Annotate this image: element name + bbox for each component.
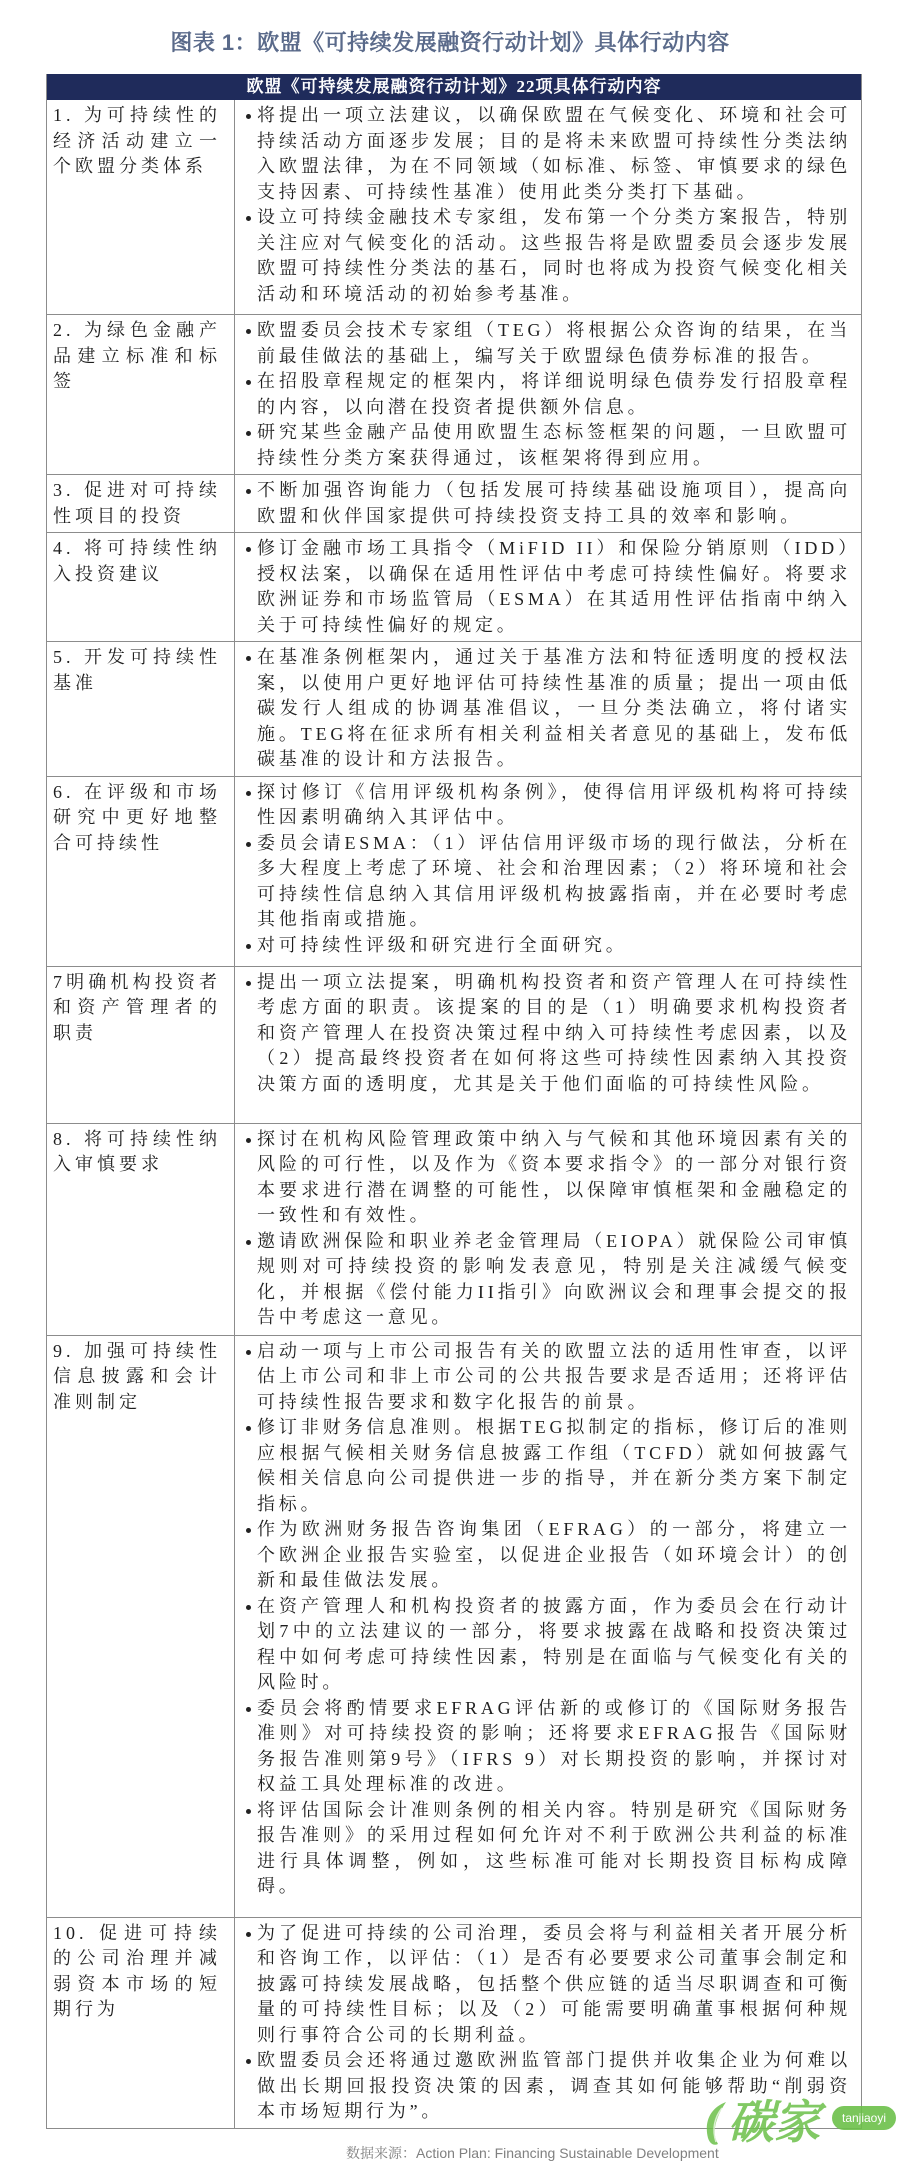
- action-item: [243, 1339, 851, 1416]
- action-table: [46, 74, 862, 2129]
- action-item: [243, 205, 851, 307]
- table-row: [47, 642, 861, 777]
- action-item-text: 不断加强咨询能力（包括发展可持续基础设施项目），提高向欧盟和伙伴国家提供可持续投资支持工具的效率和影响。: [257, 480, 851, 526]
- action-list: [235, 1124, 861, 1335]
- bullet-icon: [243, 970, 257, 1098]
- action-list: [235, 475, 861, 532]
- bullet-icon: [243, 205, 257, 307]
- table-header: 欧盟《可持续发展融资行动计划》22项具体行动内容: [47, 74, 861, 100]
- action-list: [235, 642, 861, 776]
- figure-title: 图表 1：欧盟《可持续发展融资行动计划》具体行动内容: [170, 30, 730, 55]
- action-item-text: 探讨修订《信用评级机构条例》，使得信用评级机构将可持续性因素明确纳入其评估中。: [257, 781, 851, 827]
- action-list: [235, 967, 861, 1123]
- action-item-text: 对可持续性评级和研究进行全面研究。: [257, 934, 628, 955]
- action-list: [235, 100, 861, 314]
- watermark-badge: tanjiaoyi: [832, 2106, 896, 2130]
- bullet-icon: [243, 645, 257, 773]
- action-item: [243, 478, 851, 529]
- action-item-text: 作为欧洲财务报告咨询集团（EFRAG）的一部分，将建立一个欧洲企业报告实验室，以促进企业报告（如环境会计）的创新和最佳做法发展。: [257, 1519, 851, 1590]
- action-area-label: 10. 促进可持续的公司治理并减弱资本市场的短期行为: [47, 1918, 235, 2128]
- bullet-icon: [243, 1415, 257, 1517]
- action-item-text: 探讨在机构风险管理政策中纳入与气候和其他环境因素有关的风险的可行性，以及作为《资本要求指令》的一部分对银行资本要求进行潜在调整的可能性，以保障审慎框架和金融稳定的一致性和有效性。: [257, 1128, 851, 1225]
- action-item-text: 修订金融市场工具指令（MiFID II）和保险分销原则（IDD）授权法案，以确保在适用性评估中考虑可持续性偏好。将要求欧洲证券和市场监管局（ESMA）在其适用性评估指南中纳入关于可持续性偏好的规定。: [257, 538, 851, 635]
- leaf-icon: [702, 2098, 730, 2148]
- action-item: [243, 780, 851, 831]
- action-area-label: 5. 开发可持续性基准: [47, 642, 235, 776]
- action-area-label: 4. 将可持续性纳入投资建议: [47, 533, 235, 641]
- table-row: [47, 1336, 861, 1918]
- bullet-icon: [243, 933, 257, 959]
- action-item-text: 将提出一项立法建议，以确保欧盟在气候变化、环境和社会可持续活动方面逐步发展；目的是将未来欧盟可持续性分类法纳入欧盟法律，为在不同领域（如标准、标签、审慎要求的绿色支持因素、可持续性基准）使用此类分类打下基础。: [257, 105, 851, 202]
- action-item-text: 欧盟委员会技术专家组（TEG）将根据公众咨询的结果，在当前最佳做法的基础上，编写关于欧盟绿色债券标准的报告。: [257, 320, 851, 366]
- action-area-label: 6. 在评级和市场研究中更好地整合可持续性: [47, 777, 235, 966]
- action-area-label: 3. 促进对可持续性项目的投资: [47, 475, 235, 532]
- action-item: [243, 1415, 851, 1517]
- watermark-logo: 碳家: [728, 2096, 820, 2148]
- action-area-label: 8. 将可持续性纳入审慎要求: [47, 1124, 235, 1335]
- table-row: [47, 1124, 861, 1336]
- action-item: [243, 1696, 851, 1798]
- action-item-text: 在资产管理人和机构投资者的披露方面，作为委员会在行动计划7中的立法建议的一部分，将要求披露在战略和投资决策过程中如何考虑可持续性因素，特别是在面临与气候变化有关的风险时。: [257, 1595, 851, 1692]
- bullet-icon: [243, 1696, 257, 1798]
- action-item-text: 设立可持续金融技术专家组，发布第一个分类方案报告，特别关注应对气候变化的活动。这些报告将是欧盟委员会逐步发展欧盟可持续性分类法的基石，同时也将成为投资气候变化相关活动和环境活动的初始参考基准。: [257, 207, 851, 304]
- action-item: [243, 536, 851, 638]
- table-row: [47, 533, 861, 642]
- action-item-text: 提出一项立法提案，明确机构投资者和资产管理人在可持续性考虑方面的职责。该提案的目的是（1）明确要求机构投资者和资产管理人在投资决策过程中纳入可持续性考虑因素，以及（2）提高最终投资者在如何将这些可持续性因素纳入其投资决策方面的透明度，尤其是关于他们面临的可持续性风险。: [257, 971, 851, 1094]
- action-list: [235, 533, 861, 641]
- bullet-icon: [243, 1127, 257, 1229]
- action-item-text: 在基准条例框架内，通过关于基准方法和特征透明度的授权法案，以使用户更好地评估可持续性基准的质量；提出一项由低碳发行人组成的协调基准倡议，一旦分类法确立，将付诸实施。TEG将在征求所有相关利益相关者意见的基础上，发布低碳基准的设计和方法报告。: [257, 647, 851, 769]
- action-item-text: 为了促进可持续的公司治理，委员会将与利益相关者开展分析和咨询工作，以评估：（1）是否有必要要求公司董事会制定和披露可持续发展战略，包括整个供应链的适当尽职调查和可衡量的可持续性目标；以及（2）可能需要明确董事根据何种规则行事符合公司的长期利益。: [257, 1922, 851, 2045]
- action-item-text: 启动一项与上市公司报告有关的欧盟立法的适用性审查，以评估上市公司和非上市公司的公共报告要求是否适用；还将评估可持续性报告要求和数字化报告的前景。: [257, 1340, 851, 1412]
- bullet-icon: [243, 1229, 257, 1331]
- bullet-icon: [243, 369, 257, 420]
- action-item: [243, 645, 851, 773]
- action-list: [235, 777, 861, 966]
- action-item-text: 修订非财务信息准则。根据TEG拟制定的指标，修订后的准则应根据气候相关财务信息披露工作组（TCFD）就如何披露气候相关信息向公司提供进一步的指导，并在新分类方案下制定指标。: [257, 1417, 851, 1514]
- action-item: [243, 831, 851, 933]
- bullet-icon: [243, 780, 257, 831]
- action-item: [243, 1594, 851, 1696]
- action-item: [243, 318, 851, 369]
- bullet-icon: [243, 318, 257, 369]
- action-list: [235, 315, 861, 474]
- bullet-icon: [243, 831, 257, 933]
- action-item: [243, 103, 851, 205]
- action-item-text: 研究某些金融产品使用欧盟生态标签框架的问题，一旦欧盟可持续性分类方案获得通过，该框架将得到应用。: [257, 422, 851, 468]
- action-item-text: 将评估国际会计准则条例的相关内容。特别是研究《国际财务报告准则》的采用过程如何允许对不利于欧洲公共利益的标准进行具体调整，例如，这些标准可能对长期投资目标构成障碍。: [257, 1799, 851, 1896]
- table-row: [47, 777, 861, 967]
- action-item: [243, 369, 851, 420]
- action-area-label: 1. 为可持续性的经济活动建立一个欧盟分类体系: [47, 100, 235, 314]
- action-area-label: 2. 为绿色金融产品建立标准和标签: [47, 315, 235, 474]
- action-area-label: 9. 加强可持续性信息披露和会计准则制定: [47, 1336, 235, 1917]
- action-list: [235, 1336, 861, 1917]
- table-row: [47, 100, 861, 315]
- action-item: [243, 1798, 851, 1900]
- action-item: [243, 1517, 851, 1594]
- bullet-icon: [243, 1921, 257, 2049]
- bullet-icon: [243, 1517, 257, 1594]
- action-item: [243, 420, 851, 471]
- bullet-icon: [243, 103, 257, 205]
- action-item: [243, 1127, 851, 1229]
- bullet-icon: [243, 1339, 257, 1416]
- action-item: [243, 1921, 851, 2049]
- action-item: [243, 1229, 851, 1331]
- action-area-label: 7明确机构投资者和资产管理者的职责: [47, 967, 235, 1123]
- bullet-icon: [243, 1594, 257, 1696]
- action-item: [243, 970, 851, 1098]
- data-source-note: 数据来源：Action Plan: Financing Sustainable Development: [346, 2145, 719, 2161]
- table-row: [47, 967, 861, 1124]
- action-item-text: 在招股章程规定的框架内，将详细说明绿色债券发行招股章程的内容，以向潜在投资者提供额外信息。: [257, 371, 851, 417]
- bullet-icon: [243, 478, 257, 529]
- bullet-icon: [243, 420, 257, 471]
- action-item-text: 欧盟委员会还将通过邀欧洲监管部门提供并收集企业为何难以做出长期回报投资决策的因素，调查其如何能够帮助“削弱资本市场短期行为”。: [257, 2050, 851, 2121]
- table-row: [47, 475, 861, 533]
- action-item-text: 邀请欧洲保险和职业养老金管理局（EIOPA）就保险公司审慎规则对可持续投资的影响发表意见，特别是关注减缓气候变化，并根据《偿付能力II指引》向欧洲议会和理事会提交的报告中考虑这一意见。: [257, 1230, 851, 1327]
- bullet-icon: [243, 2048, 257, 2125]
- table-row: [47, 315, 861, 475]
- bullet-icon: [243, 536, 257, 638]
- action-item: [243, 933, 851, 959]
- bullet-icon: [243, 1798, 257, 1900]
- action-item-text: 委员会将酌情要求EFRAG评估新的或修订的《国际财务报告准则》对可持续投资的影响；还将要求EFRAG报告《国际财务报告准则第9号》（IFRS 9）对长期投资的影响，并探讨对权益工具处理标准的改进。: [257, 1697, 851, 1794]
- action-item-text: 委员会请ESMA：（1）评估信用评级市场的现行做法，分析在多大程度上考虑了环境、社会和治理因素；（2）将环境和社会可持续性信息纳入其信用评级机构披露指南，并在必要时考虑其他指南或措施。: [257, 832, 851, 929]
